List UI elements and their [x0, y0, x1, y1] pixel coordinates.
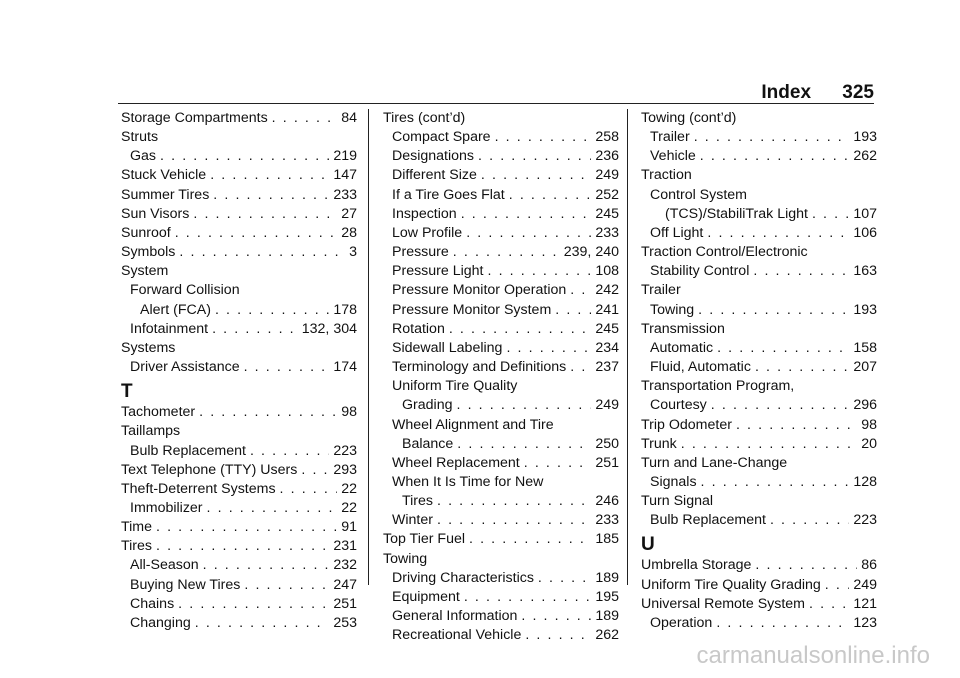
index-entry [383, 109, 619, 128]
entry-page-number: 185 [595, 531, 619, 548]
leader-dots [478, 147, 591, 166]
index-column-3 [641, 109, 877, 633]
leader-dots [453, 243, 560, 262]
entry-page-number: 250 [595, 435, 619, 452]
index-entry [383, 454, 619, 473]
index-column-1 [121, 109, 357, 633]
leader-dots [495, 128, 592, 147]
index-entry [121, 403, 357, 422]
entry-page-number: 219 [333, 148, 357, 165]
entry-page-number: 233 [333, 186, 357, 203]
entry-label: Taillamps [121, 423, 181, 440]
column-divider [627, 109, 628, 585]
entry-label: Forward Collision [130, 282, 240, 299]
index-entry [121, 109, 357, 128]
index-entry [383, 224, 619, 243]
entry-label: Symbols [121, 244, 176, 261]
index-entry [121, 128, 357, 147]
index-entry [641, 320, 877, 339]
index-entry [641, 454, 877, 473]
index-entry [121, 147, 357, 166]
leader-dots [809, 595, 849, 614]
index-entry [641, 147, 877, 166]
leader-dots [449, 320, 591, 339]
entry-label: Chains [130, 595, 175, 612]
index-entry [641, 166, 877, 185]
entry-page-number: 106 [853, 224, 877, 241]
entry-label: Changing [130, 614, 191, 631]
index-entry [383, 147, 619, 166]
entry-page-number: 86 [861, 557, 877, 574]
entry-label: Courtesy [650, 397, 707, 414]
entry-page-number: 174 [333, 359, 357, 376]
entry-page-number: 247 [333, 576, 357, 593]
entry-page-number: 251 [595, 454, 619, 471]
index-entry [121, 186, 357, 205]
index-entry [121, 243, 357, 262]
entry-label: Traction [641, 167, 692, 184]
index-entry [121, 576, 357, 595]
entry-label: Trailer [641, 282, 681, 299]
entry-page-number: 98 [861, 416, 877, 433]
index-entry [641, 377, 877, 396]
index-entry [641, 128, 877, 147]
leader-dots [213, 186, 329, 205]
entry-label: Low Profile [392, 224, 463, 241]
index-entry [641, 224, 877, 243]
index-entry [383, 492, 619, 511]
leader-dots [437, 511, 591, 530]
entry-label: Towing [650, 301, 695, 318]
entry-label: Operation [650, 614, 713, 631]
leader-dots [700, 147, 850, 166]
leader-dots [207, 499, 338, 518]
index-entry [121, 166, 357, 185]
entry-label: Traction Control/Electronic [641, 244, 808, 261]
entry-label: Trunk [641, 435, 677, 452]
leader-dots [753, 262, 849, 281]
entry-page-number: 128 [853, 473, 877, 490]
entry-label: Pressure Monitor Operation [392, 282, 567, 299]
entry-page-number: 223 [853, 512, 877, 529]
index-entry [121, 480, 357, 499]
entry-label: If a Tire Goes Flat [392, 186, 505, 203]
entry-label: Tires [402, 493, 434, 510]
index-entry [121, 301, 357, 320]
entry-label: When It Is Time for New [392, 473, 544, 490]
entry-page-number: 293 [333, 461, 357, 478]
watermark: carmanualsonline.info [696, 642, 930, 669]
entry-label: Tires (cont’d) [383, 110, 466, 126]
leader-dots [481, 166, 591, 185]
entry-page-number: 20 [861, 435, 877, 452]
entry-label: Turn Signal [641, 493, 714, 510]
leader-dots [698, 301, 849, 320]
leader-dots [770, 511, 849, 530]
leader-dots [825, 576, 850, 595]
leader-dots [681, 435, 857, 454]
leader-dots [524, 454, 592, 473]
entry-page-number: 163 [853, 263, 877, 280]
leader-dots [193, 205, 337, 224]
index-column-2 [383, 109, 619, 645]
index-entry [383, 320, 619, 339]
entry-label: Fluid, Automatic [650, 359, 751, 376]
index-entry [383, 569, 619, 588]
entry-label: Automatic [650, 339, 714, 356]
entry-label: Off Light [650, 224, 704, 241]
entry-page-number: 28 [341, 224, 357, 241]
index-entry [641, 109, 877, 128]
index-entry [121, 358, 357, 377]
entry-label: Winter [392, 512, 433, 529]
leader-dots [755, 358, 849, 377]
entry-label: Balance [402, 435, 454, 452]
leader-dots [755, 556, 857, 575]
page-header [761, 82, 874, 104]
index-entry [641, 205, 877, 224]
index-entry [641, 301, 877, 320]
entry-page-number: 233 [595, 224, 619, 241]
entry-page-number: 245 [595, 320, 619, 337]
leader-dots [210, 166, 329, 185]
index-entry [641, 262, 877, 281]
index-entry [383, 281, 619, 300]
index-entry [383, 301, 619, 320]
entry-label: Umbrella Storage [641, 557, 752, 574]
index-entry [383, 396, 619, 415]
entry-label: Storage Compartments [121, 110, 268, 126]
entry-label: Buying New Tires [130, 576, 241, 593]
index-title: Index [761, 82, 812, 103]
entry-page-number: 223 [333, 442, 357, 459]
leader-dots [711, 396, 850, 415]
leader-dots [179, 243, 345, 262]
index-entry [641, 556, 877, 575]
entry-label: Universal Remote System [641, 595, 805, 612]
leader-dots [215, 301, 329, 320]
leader-dots [506, 339, 591, 358]
entry-page-number: 193 [853, 129, 877, 146]
entry-page-number: 123 [853, 614, 877, 631]
entry-label: Different Size [392, 167, 477, 184]
leader-dots [466, 224, 591, 243]
entry-label: Control System [650, 186, 747, 203]
section-letter: U [641, 534, 655, 556]
entry-page-number: 98 [341, 404, 357, 421]
entry-label: Text Telephone (TTY) Users [121, 461, 298, 478]
entry-page-number: 251 [333, 595, 357, 612]
index-entry [121, 205, 357, 224]
entry-label: Terminology and Definitions [392, 359, 567, 376]
leader-dots [707, 224, 849, 243]
leader-dots [469, 530, 591, 549]
leader-dots [160, 147, 329, 166]
leader-dots [701, 473, 850, 492]
leader-dots [736, 416, 857, 435]
entry-page-number: 258 [595, 129, 619, 146]
entry-page-number: 22 [341, 499, 357, 516]
index-entry [121, 614, 357, 633]
entry-label: Infotainment [130, 320, 209, 337]
index-entry [121, 556, 357, 575]
index-entry [641, 243, 877, 262]
entry-label: Pressure Light [392, 263, 484, 280]
entry-page-number: 262 [595, 627, 619, 644]
entry-page-number: 107 [853, 205, 877, 222]
entry-label: Turn and Lane-Change [641, 454, 788, 471]
entry-page-number: 249 [595, 167, 619, 184]
entry-page-number: 178 [333, 301, 357, 318]
leader-dots [464, 588, 592, 607]
index-entry [383, 607, 619, 626]
entry-label: Rotation [392, 320, 445, 337]
index-entry [121, 461, 357, 480]
section-letter: T [121, 381, 133, 403]
index-entry [641, 281, 877, 300]
index-entry [383, 262, 619, 281]
index-entry [383, 205, 619, 224]
entry-label: Wheel Replacement [392, 454, 520, 471]
index-entry [121, 537, 357, 556]
entry-label: Gas [130, 148, 157, 165]
entry-label: Pressure [392, 244, 449, 261]
leader-dots [199, 403, 337, 422]
leader-dots [461, 205, 592, 224]
leader-dots [301, 461, 329, 480]
index-entry [641, 396, 877, 415]
entry-page-number: 241 [595, 301, 619, 318]
entry-page-number: 253 [333, 614, 357, 631]
entry-label: Transmission [641, 320, 725, 337]
entry-label: Equipment [392, 588, 460, 605]
entry-label: Stability Control [650, 263, 750, 280]
leader-dots [509, 186, 592, 205]
entry-page-number: 132, 304 [301, 320, 357, 337]
index-entry [641, 511, 877, 530]
leader-dots [272, 109, 338, 128]
entry-page-number: 91 [341, 519, 357, 536]
index-entry [383, 530, 619, 549]
leader-dots [555, 301, 591, 320]
entry-page-number: 252 [595, 186, 619, 203]
leader-dots [456, 396, 591, 415]
leader-dots [250, 442, 329, 461]
entry-label: Sun Visors [121, 205, 190, 222]
entry-label: Sunroof [121, 224, 171, 241]
index-entry [121, 320, 357, 339]
page-number: 325 [842, 82, 874, 103]
index-entry [383, 166, 619, 185]
entry-page-number: 27 [341, 205, 357, 222]
index-entry [121, 339, 357, 358]
entry-page-number: 147 [333, 167, 357, 184]
leader-dots [244, 576, 329, 595]
entry-label: Top Tier Fuel [383, 531, 466, 548]
entry-label: Signals [650, 473, 697, 490]
entry-label: Bulb Replacement [650, 512, 766, 529]
leader-dots [175, 224, 338, 243]
entry-label: Alert (FCA) [140, 301, 211, 318]
entry-label: Wheel Alignment and Tire [392, 416, 554, 433]
index-entry [121, 224, 357, 243]
entry-page-number: 189 [595, 608, 619, 625]
leader-dots [212, 320, 298, 339]
entry-label: Uniform Tire Quality Grading [641, 576, 821, 593]
leader-dots [570, 358, 591, 377]
index-entry [121, 518, 357, 537]
entry-page-number: 207 [853, 359, 877, 376]
index-entry [641, 595, 877, 614]
entry-label: Summer Tires [121, 186, 210, 203]
entry-label: Compact Spare [392, 129, 491, 146]
index-entry [641, 435, 877, 454]
entry-label: Sidewall Labeling [392, 339, 503, 356]
index-entry [383, 243, 619, 262]
leader-dots [437, 492, 591, 511]
leader-dots [521, 607, 591, 626]
index-entry [641, 492, 877, 511]
entry-label: Inspection [392, 205, 457, 222]
entry-label: Towing (cont’d) [641, 110, 737, 126]
entry-page-number: 121 [853, 595, 877, 612]
entry-label: Designations [392, 148, 475, 165]
entry-label: Towing [383, 550, 428, 567]
entry-page-number: 189 [595, 569, 619, 586]
index-entry [641, 416, 877, 435]
index-entry [383, 358, 619, 377]
entry-page-number: 296 [853, 397, 877, 414]
entry-page-number: 239, 240 [563, 244, 619, 261]
index-entry [641, 358, 877, 377]
entry-label: System [121, 263, 169, 280]
leader-dots [156, 537, 329, 556]
entry-label: Tachometer [121, 404, 196, 421]
header-rule [118, 103, 874, 104]
entry-label: Uniform Tire Quality [392, 378, 518, 395]
entry-label: Pressure Monitor System [392, 301, 552, 318]
entry-page-number: 246 [595, 493, 619, 510]
entry-label: All-Season [130, 557, 199, 574]
index-entry [383, 588, 619, 607]
index-entry [121, 422, 357, 441]
leader-dots [156, 518, 337, 537]
index-entry [641, 614, 877, 633]
index-entry [383, 626, 619, 645]
leader-dots [525, 626, 591, 645]
index-entry [641, 339, 877, 358]
index-entry [383, 473, 619, 492]
entry-label: Vehicle [650, 148, 696, 165]
entry-label: Systems [121, 339, 176, 356]
entry-page-number: 242 [595, 282, 619, 299]
entry-page-number: 236 [595, 148, 619, 165]
index-entry [383, 416, 619, 435]
entry-page-number: 231 [333, 538, 357, 555]
index-entry [121, 281, 357, 300]
leader-dots [487, 262, 591, 281]
leader-dots [538, 569, 591, 588]
entry-label: General Information [392, 608, 518, 625]
index-entry [641, 576, 877, 595]
index-entry [121, 499, 357, 518]
index-entry [121, 442, 357, 461]
entry-label: (TCS)/StabiliTrak Light [665, 205, 808, 222]
leader-dots [178, 595, 329, 614]
leader-dots [812, 205, 849, 224]
entry-label: Trailer [650, 129, 690, 146]
leader-dots [244, 358, 330, 377]
index-entry [383, 435, 619, 454]
index-entry [383, 128, 619, 147]
column-divider [368, 109, 369, 585]
entry-label: Time [121, 519, 153, 536]
index-entry [121, 595, 357, 614]
leader-dots [570, 281, 591, 300]
index-entry [383, 511, 619, 530]
entry-page-number: 158 [853, 339, 877, 356]
entry-page-number: 249 [595, 397, 619, 414]
entry-label: Recreational Vehicle [392, 627, 522, 644]
entry-label: Tires [121, 538, 153, 555]
leader-dots [280, 480, 338, 499]
leader-dots [457, 435, 591, 454]
entry-page-number: 3 [349, 244, 357, 261]
index-entry [383, 339, 619, 358]
entry-label: Transportation Program, [641, 378, 795, 395]
entry-page-number: 234 [595, 339, 619, 356]
entry-label: Trip Odometer [641, 416, 732, 433]
leader-dots [203, 556, 330, 575]
index-entry [383, 377, 619, 396]
entry-page-number: 195 [595, 588, 619, 605]
entry-page-number: 232 [333, 557, 357, 574]
entry-label: Theft-Deterrent Systems [121, 480, 276, 497]
entry-label: Stuck Vehicle [121, 167, 207, 184]
index-entry [641, 473, 877, 492]
leader-dots [694, 128, 850, 147]
leader-dots [195, 614, 330, 633]
entry-label: Grading [402, 397, 453, 414]
entry-page-number: 84 [341, 110, 357, 126]
entry-label: Driving Characteristics [392, 569, 534, 586]
index-entry [383, 550, 619, 569]
leader-dots [717, 339, 849, 358]
entry-page-number: 249 [853, 576, 877, 593]
entry-label: Bulb Replacement [130, 442, 246, 459]
entry-page-number: 108 [595, 263, 619, 280]
index-entry [121, 262, 357, 281]
entry-page-number: 237 [595, 359, 619, 376]
entry-page-number: 193 [853, 301, 877, 318]
entry-page-number: 262 [853, 148, 877, 165]
entry-page-number: 22 [341, 480, 357, 497]
leader-dots [716, 614, 849, 633]
index-entry [641, 186, 877, 205]
entry-label: Struts [121, 129, 159, 146]
index-entry [383, 186, 619, 205]
entry-label: Driver Assistance [130, 359, 240, 376]
entry-page-number: 245 [595, 205, 619, 222]
entry-page-number: 233 [595, 512, 619, 529]
entry-label: Immobilizer [130, 499, 203, 516]
